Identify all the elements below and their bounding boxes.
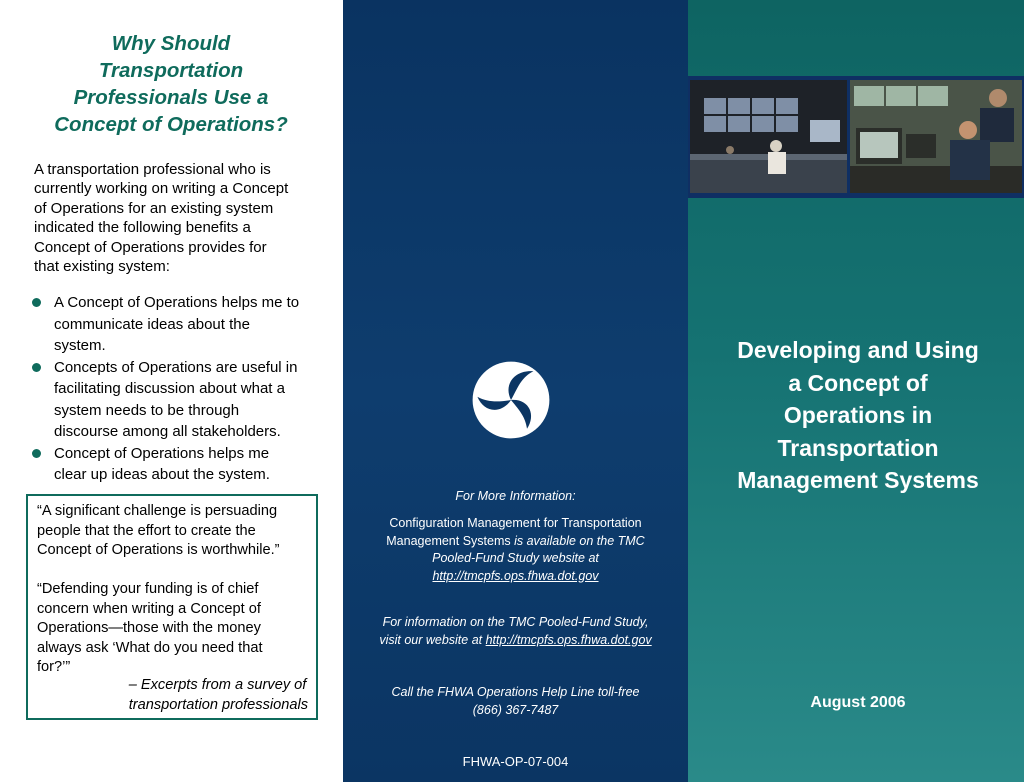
title-line: Operations in [783, 402, 933, 428]
photo-strip [688, 76, 1024, 198]
quote-line: Operations—those with the money [37, 620, 261, 636]
pooled-fund-website-link[interactable]: http://tmcpfs.ops.fhwa.dot.gov [485, 632, 652, 647]
info-line: For information on the TMC Pooled-Fund Study, [382, 615, 649, 629]
list-item-line: discourse among all stakeholders. [54, 423, 281, 440]
list-item [30, 443, 330, 486]
list-item-line: system. [54, 337, 106, 354]
intro-line: A transportation professional who is [34, 161, 271, 178]
quote-1 [37, 502, 317, 561]
title-line: Management Systems [737, 467, 979, 493]
quote-line: concern when writing a Concept of [37, 600, 261, 617]
info-block-help-line [343, 684, 688, 719]
attribution-line: transportation professionals [128, 696, 308, 713]
title-line: Professionals Use a [73, 86, 269, 109]
list-item [30, 292, 330, 357]
title-line: Transportation [777, 434, 939, 461]
intro-line: indicated the following benefits a [34, 219, 251, 237]
attribution-line: – Excerpts from a survey of [128, 677, 307, 693]
list-item [30, 357, 330, 443]
title-line: a Concept of [788, 369, 928, 396]
info-line [343, 632, 688, 650]
quote-attribution [129, 676, 308, 715]
quote-line: for?’” [37, 659, 71, 675]
title-line: Developing and Using [737, 337, 979, 363]
quote-box [26, 494, 318, 720]
list-item-line: communicate ideas about the [54, 315, 250, 333]
title-line: Concept of Operations? [54, 113, 288, 136]
quote-line: people that the effort to create the [37, 522, 256, 539]
intro-paragraph [34, 160, 320, 276]
quote-line: always ask ‘What do you need that [37, 639, 263, 656]
intro-line: of Operations for an existing system [34, 199, 274, 217]
usdot-triskelion-icon [471, 360, 551, 440]
publication-date: August 2006 [810, 694, 906, 711]
info-heading [343, 488, 688, 506]
info-line: Call the FHWA Operations Help Line toll-free [391, 685, 640, 699]
left-panel-title [20, 30, 322, 138]
list-item-line: facilitating discussion about what a [54, 380, 285, 397]
list-item-line: A Concept of Operations helps me to [54, 294, 300, 311]
info-line-part: visit our website at [379, 632, 486, 647]
bullet-icon [32, 363, 41, 372]
info-block-pooled-fund [343, 614, 688, 649]
quote-line: “Defending your funding is of chief [37, 581, 259, 597]
document-title [698, 334, 1018, 497]
intro-line: currently working on writing a Concept [34, 180, 289, 198]
right-panel [688, 0, 1024, 782]
info-line: Pooled-Fund Study website at [432, 551, 599, 565]
quote-line: Concept of Operations is worthwhile.” [37, 542, 280, 558]
traffic-control-room-photo [690, 80, 847, 193]
quote-2 [37, 580, 317, 678]
left-panel [0, 0, 343, 782]
middle-panel [343, 0, 688, 782]
info-line-part: is available on the TMC [510, 533, 645, 548]
intro-line: Concept of Operations provides for [34, 238, 267, 256]
list-item-line: Concepts of Operations are useful in [54, 358, 298, 376]
publication-number: FHWA-OP-07-004 [462, 754, 569, 769]
info-line-part: Management Systems [386, 533, 511, 548]
bullet-icon [32, 298, 41, 307]
list-item-line: Concept of Operations helps me [54, 444, 270, 462]
benefits-list [30, 292, 330, 486]
bullet-icon [32, 449, 41, 458]
list-item-line: clear up ideas about the system. [54, 466, 270, 483]
quote-line: “A significant challenge is persuading [37, 503, 278, 519]
intro-line: that existing system: [34, 258, 170, 276]
info-heading-text: For More Information: [455, 489, 576, 503]
tmc-website-link[interactable]: http://tmcpfs.ops.fhwa.dot.gov [432, 568, 599, 583]
title-line: Why Should [111, 32, 231, 55]
info-line: Configuration Management for Transportation [389, 516, 642, 530]
info-line [343, 533, 688, 551]
title-line: Transportation [98, 59, 244, 82]
list-item-line: system needs to be through [54, 401, 240, 419]
help-line-phone: (866) 367-7487 [472, 702, 559, 717]
operators-at-workstations-photo [850, 80, 1022, 193]
info-block-config-mgmt [343, 515, 688, 585]
